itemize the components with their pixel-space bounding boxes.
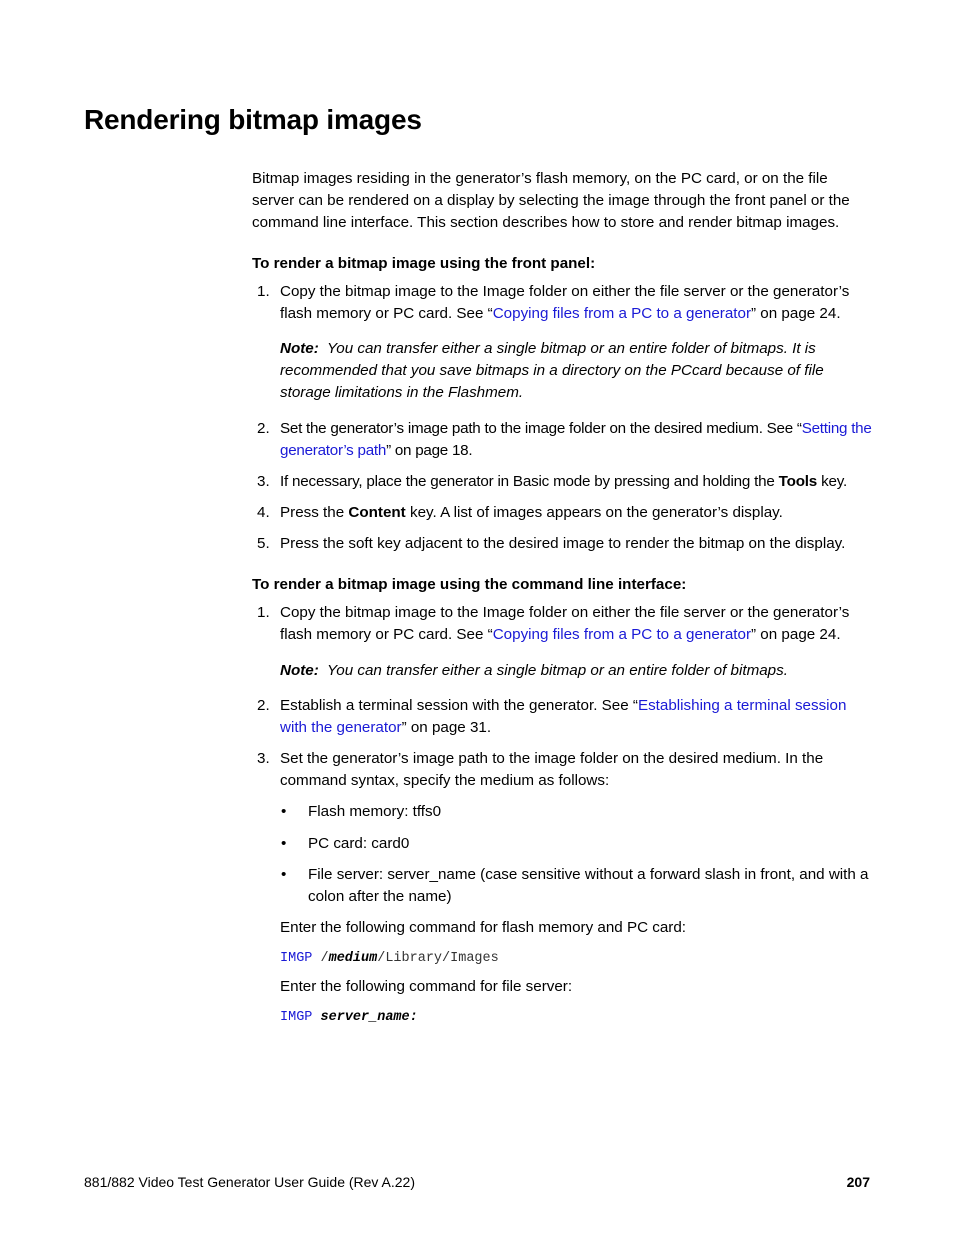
note-label: Note: [280,662,319,679]
note-text: You can transfer either a single bitmap or an entire folder of bitmaps. [326,662,788,679]
command-line-file-server [280,1008,872,1028]
step-text: Press the soft key adjacent to the desired image to render the bitmap on the display. [280,535,846,552]
bullet-text: File server: server_name (case sensitive without a forward slash in front, and with a colon after the name) [308,866,869,905]
terminal-session-link[interactable]: Establishing a terminal session with the generator [280,697,847,736]
step-number: 5. [257,535,270,552]
step-text-suffix: ” on page 24. [751,305,841,322]
bullet-text: PC card: card0 [308,835,410,852]
command-intro-flash: Enter the following command for flash memory and PC card: [280,919,687,936]
command-argument: medium [328,951,378,966]
note-text: You can transfer either a single bitmap or an entire folder of bitmaps. It is recommended that you save bitmaps in a directory on the PCcard because of file storage limitations in the Flashmem. [280,340,824,401]
setting-path-link[interactable]: Setting the generator’s path [280,420,872,459]
step-text: Copy the bitmap image to the Image folder on either the file server or the generator’s flash memory or PC card. See “ [280,283,850,322]
step-text: Set the generator’s image path to the image folder on the desired medium. In the command syntax, specify the medium as follows: [280,750,824,789]
step-text: Establish a terminal session with the generator. See “ [280,697,638,714]
tools-key-label: Tools [778,473,818,490]
command-line-flash [280,949,872,969]
note-command-line [280,660,872,682]
step-number: 3. [257,473,270,490]
copying-files-link[interactable]: Copying files from a PC to a generator [492,305,752,322]
step-number: 1. [257,283,270,300]
command-keyword: IMGP [280,1010,313,1025]
command-slash: / [312,951,329,966]
page-number: 207 [846,1174,870,1190]
step-text-suffix: key. [817,473,847,490]
step-number: 2. [257,420,270,437]
content-key-label: Content [348,504,406,521]
bullet-icon: • [281,835,287,852]
bullet-icon: • [281,866,287,883]
bullet-icon: • [281,803,287,820]
page-title: Rendering bitmap images [84,104,422,135]
intro-paragraph: Bitmap images residing in the generator’s flash memory, on the PC card, or on the file server can be rendered on a display by selecting the image through the front panel or the command line interface. This section describes how to store and render bitmap images. [252,170,850,231]
command-path: /Library/Images [377,951,499,966]
command-intro-file-server: Enter the following command for file server: [280,978,573,995]
step-number: 2. [257,697,270,714]
step-text-suffix: ” on page 31. [401,719,492,736]
command-keyword: IMGP [280,951,313,966]
copying-files-link[interactable]: Copying files from a PC to a generator [492,626,752,643]
step-text: Copy the bitmap image to the Image folder on either the file server or the generator’s flash memory or PC card. See “ [280,604,850,643]
step-text: If necessary, place the generator in Basic mode by pressing and holding the [280,473,779,490]
section-heading-front-panel: To render a bitmap image using the front panel: [252,255,596,272]
step-text: Set the generator’s image path to the image folder on the desired medium. See “ [280,420,802,437]
command-argument: server_name: [320,1010,418,1025]
step-text: Press the [280,504,349,521]
footer-guide-title: 881/882 Video Test Generator User Guide (Rev A.22) [84,1174,416,1190]
step-text-suffix: ” on page 24. [751,626,841,643]
section-heading-command-line: To render a bitmap image using the command line interface: [252,576,687,593]
step-number: 3. [257,750,270,767]
bullet-text: Flash memory: tffs0 [308,803,442,820]
step-number: 4. [257,504,270,521]
step-text-suffix: ” on page 18. [386,442,473,459]
step-text-suffix: key. A list of images appears on the generator’s display. [405,504,783,521]
note-front-panel [280,338,860,404]
step-number: 1. [257,604,270,621]
note-label: Note: [280,340,319,357]
